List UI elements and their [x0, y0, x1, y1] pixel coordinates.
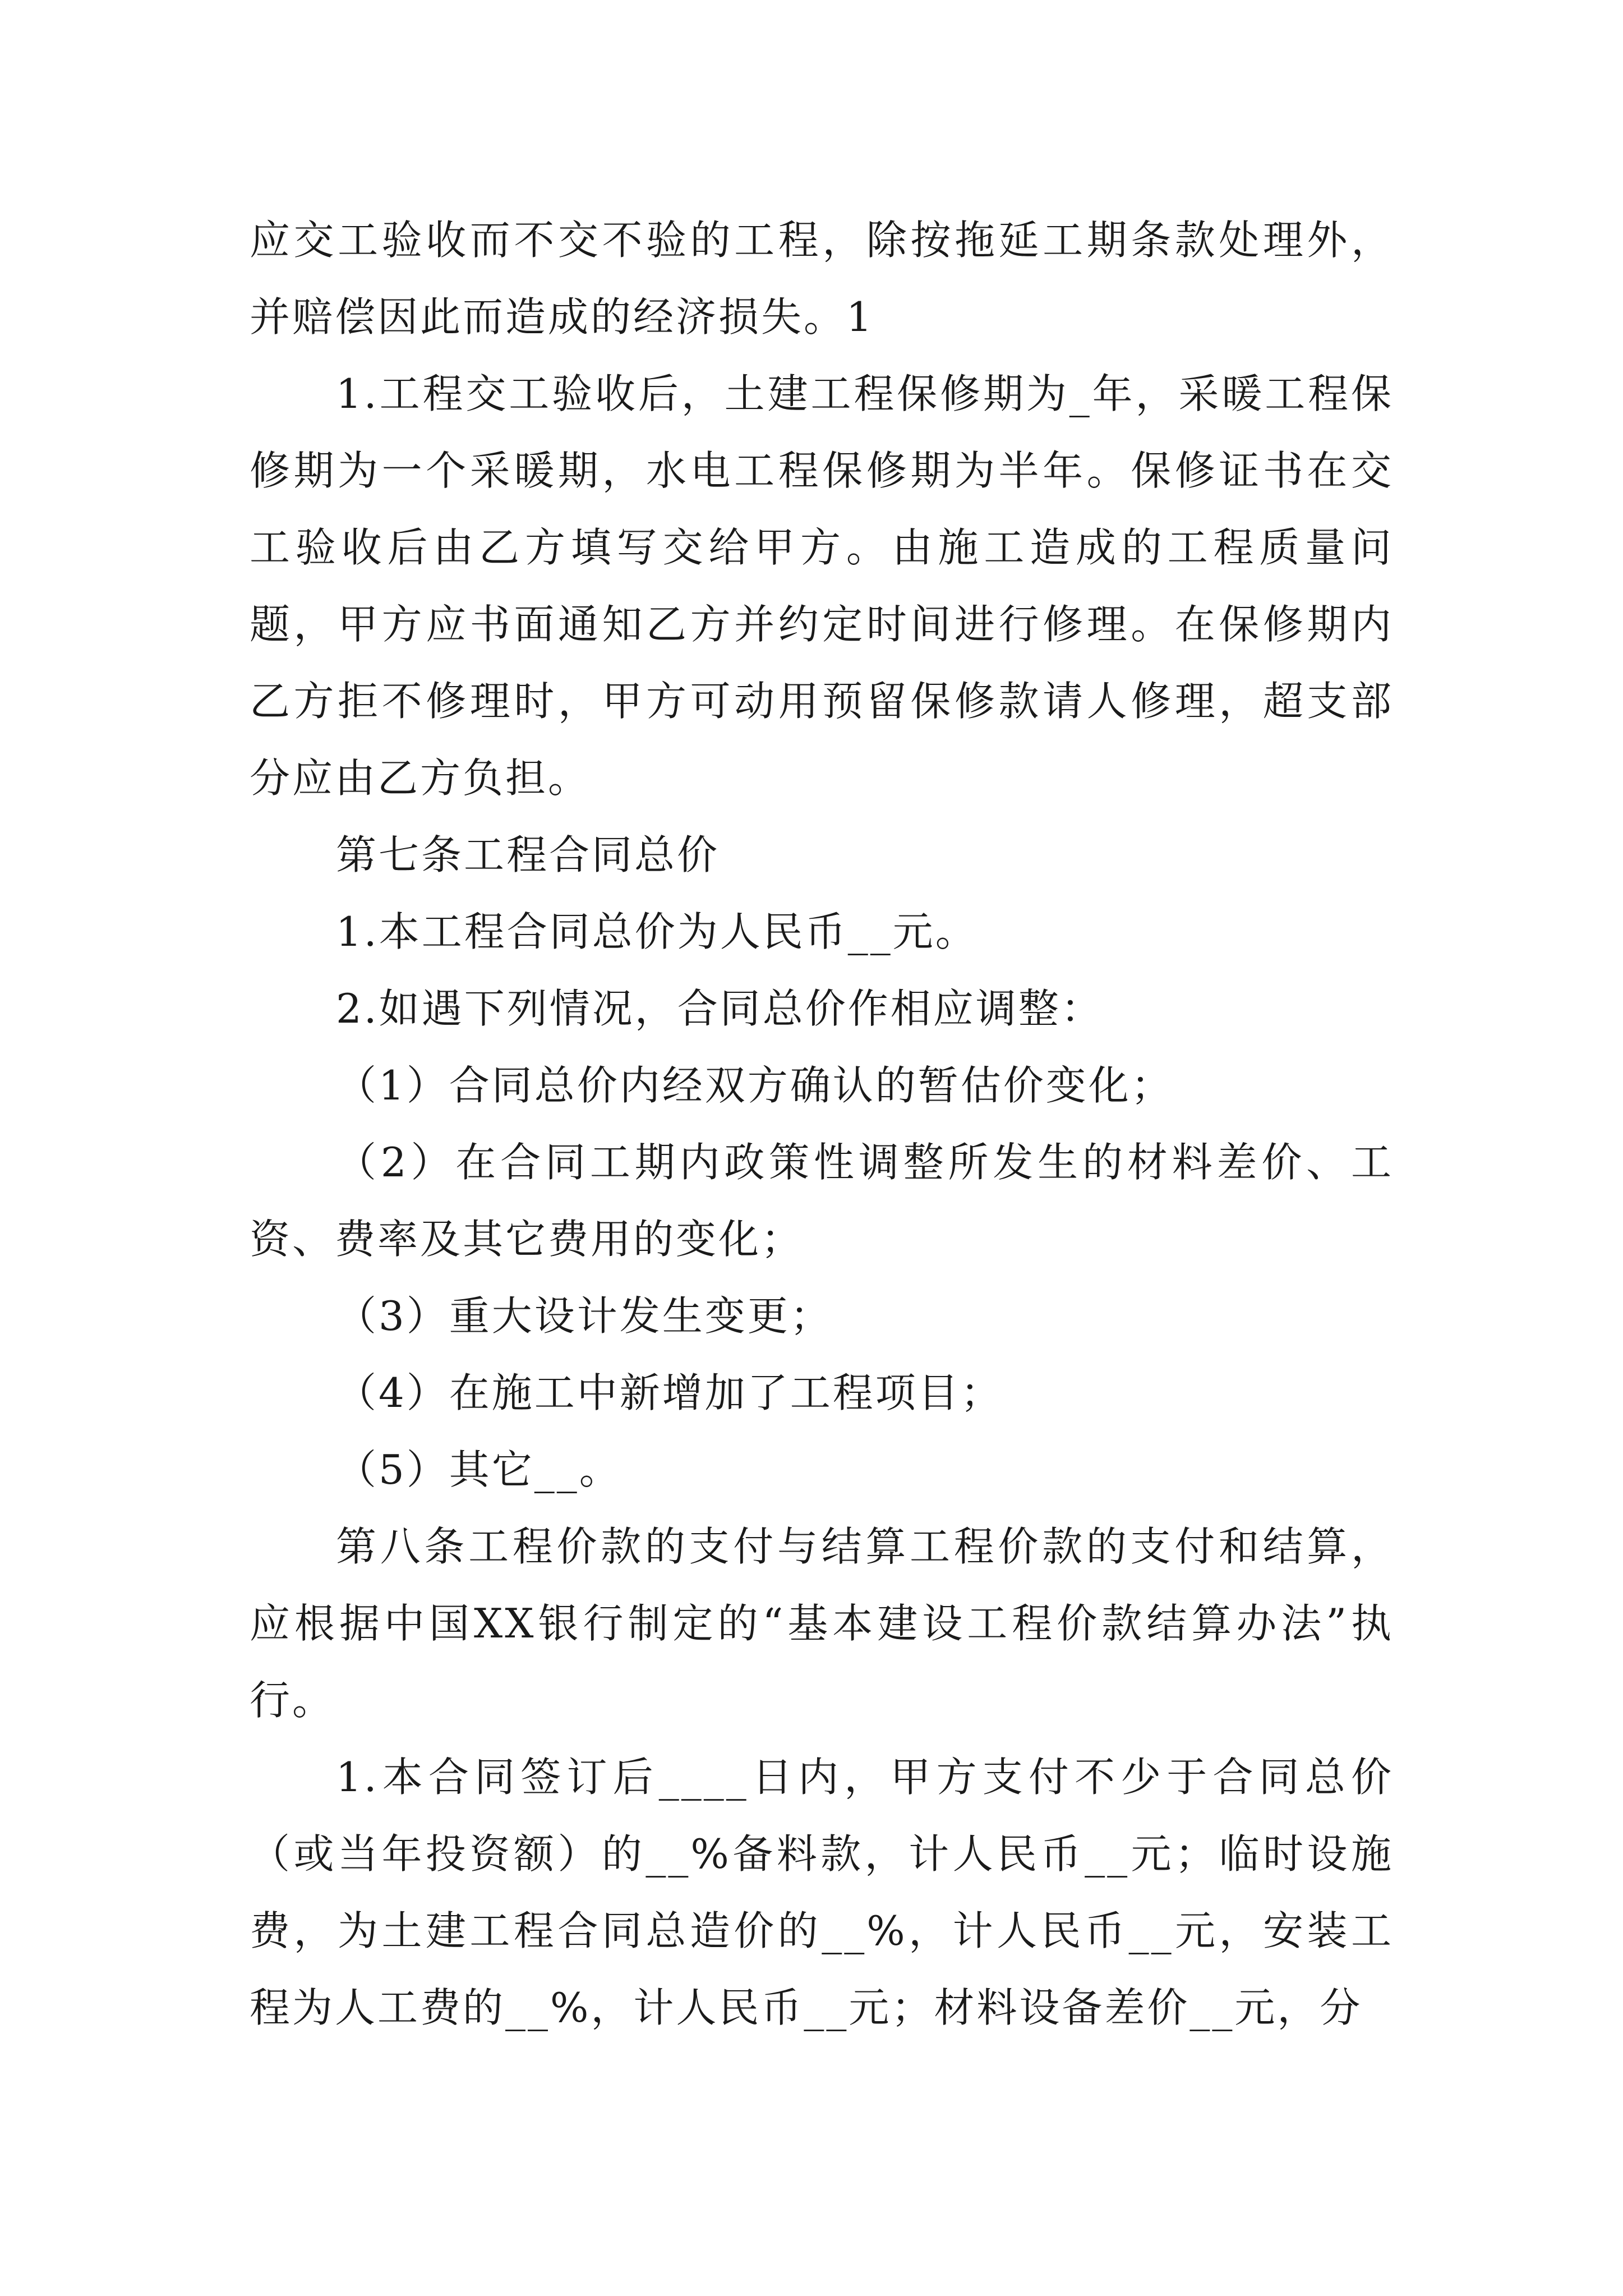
section-heading-article-8: 第八条工程价款的支付与结算工程价款的支付和结算，应根据中国XX银行制定的“基本建设工程价款结算办法”执行。	[250, 1523, 1394, 1724]
paragraph-warranty-period: 1.工程交工验收后，土建工程保修期为_年，采暖工程保修期为一个采暖期，水电工程保修期为半年。保修证书在交工验收后由乙方填写交给甲方。由施工造成的工程质量问题，甲方应书面通知乙方并约定时间进行修理。在保修期内乙方拒不修理时，甲方可动用预留保修款请人修理，超支部分应由乙方负担。	[250, 370, 1394, 802]
section-heading-article-7: 第七条工程合同总价	[336, 831, 720, 878]
clause-advance-payment: 1.本合同签订后____日内，甲方支付不少于合同总价（或当年投资额）的__%备料款，计人民币__元；临时设施费，为土建工程合同总造价的__%，计人民币__元，安装工程为人工费的__%，计人民币__元；材料设备差价__元，分	[250, 1754, 1394, 2031]
list-item-2: （2）在合同工期内政策性调整所发生的材料差价、工资、费率及其它费用的变化；	[250, 1139, 1394, 1263]
document-body	[250, 202, 1394, 2046]
list-item-4: （4）在施工中新增加了工程项目；	[336, 1369, 1003, 1416]
paragraph-acceptance-penalty: 应交工验收而不交不验的工程，除按拖延工期条款处理外，并赔偿因此而造成的经济损失。1	[250, 217, 1394, 341]
list-item-5: （5）其它__。	[336, 1446, 622, 1493]
clause-total-price: 1.本工程合同总价为人民币__元。	[336, 908, 978, 955]
list-item-3: （3）重大设计发生变更；	[336, 1292, 833, 1340]
clause-price-adjustment: 2.如遇下列情况，合同总价作相应调整：	[336, 985, 1104, 1032]
list-item-1: （1）合同总价内经双方确认的暂估价变化；	[336, 1062, 1174, 1109]
